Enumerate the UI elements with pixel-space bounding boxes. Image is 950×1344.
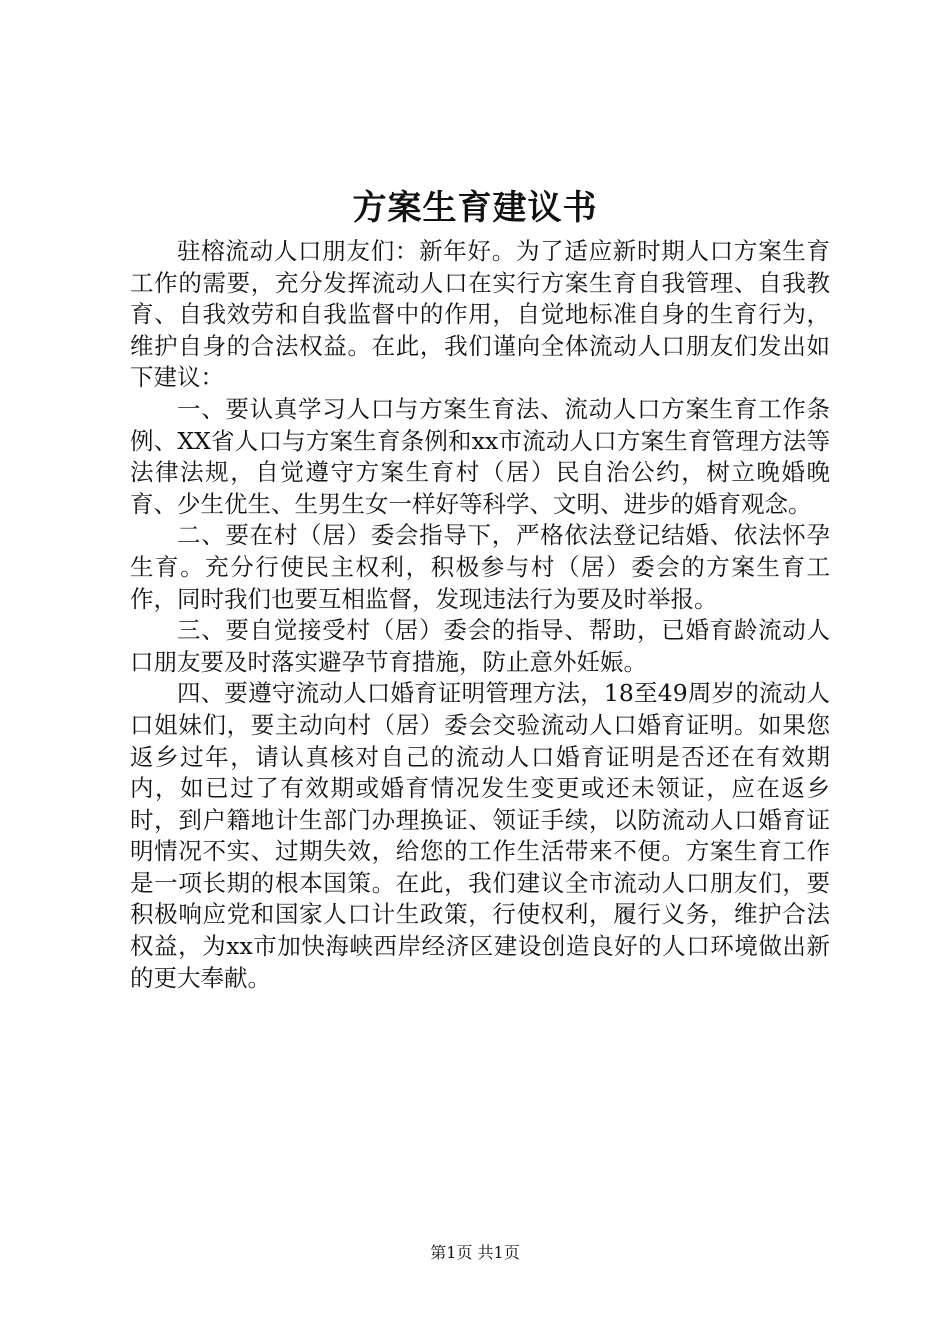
- paragraph-greeting: 驻榕流动人口朋友们：新年好。为了适应新时期人口方案生育工作的需要，充分发挥流动人口在实行方案生育自我管理、自我教育、自我效劳和自我监督中的作用，自觉地标准自身的生育行为，维护自身的合法权益。在此，我们谨向全体流动人口朋友们发出如下建议：: [130, 237, 830, 392]
- document-title: 方案生育建议书: [352, 188, 598, 228]
- paragraph-item-4: 四、要遵守流动人口婚育证明管理方法，18至49周岁的流动人口姐妹们，要主动向村（居）委会交验流动人口婚育证明。如果您返乡过年，请认真核对自己的流动人口婚育证明是否还在有效期内，如已过了有效期或婚育情况发生变更或还未领证，应在返乡时，到户籍地计生部门办理换证、领证手续，以防流动人口婚育证明情况不实、过期失效，给您的工作生活带来不便。方案生育工作是一项长期的根本国策。在此，我们建议全市流动人口朋友们，要积极响应党和国家人口计生政策，行使权利，履行义务，维护合法权益，为xx市加快海峡西岸经济区建设创造良好的人口环境做出新的更大奉献。: [130, 679, 830, 992]
- paragraph-item-1: 一、要认真学习人口与方案生育法、流动人口方案生育工作条例、XX省人口与方案生育条例和xx市流动人口方案生育管理方法等法律法规，自觉遵守方案生育村（居）民自治公约，树立晚婚晚育、少生优生、生男生女一样好等科学、文明、进步的婚育观念。: [130, 394, 830, 518]
- paragraph-item-2: 二、要在村（居）委会指导下，严格依法登记结婚、依法怀孕生育。充分行使民主权利，积极参与村（居）委会的方案生育工作，同时我们也要互相监督，发现违法行为要及时举报。: [130, 521, 830, 613]
- paragraph-item-3: 三、要自觉接受村（居）委会的指导、帮助，已婚育龄流动人口朋友要及时落实避孕节育措施，防止意外妊娠。: [130, 616, 830, 676]
- page-number-footer: 第1页 共1页: [430, 1243, 520, 1262]
- document-body: [130, 236, 830, 994]
